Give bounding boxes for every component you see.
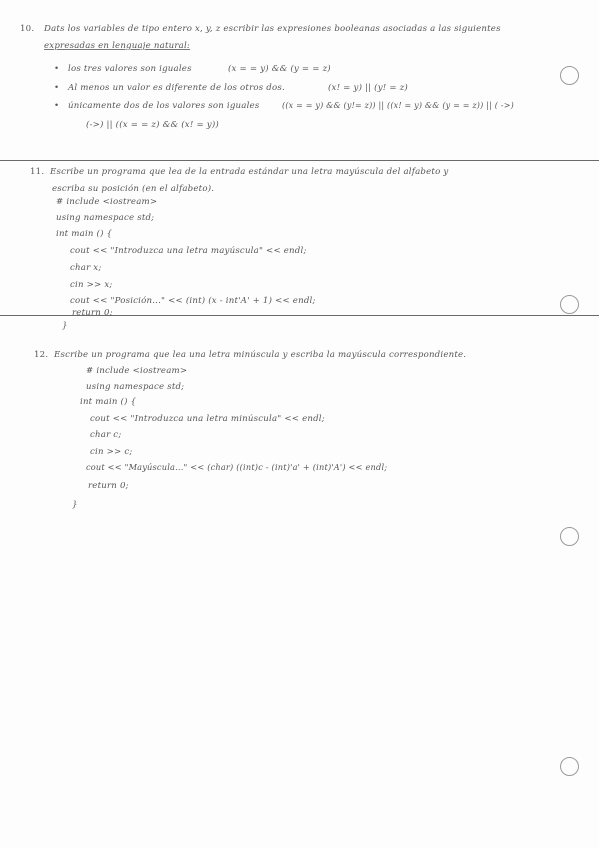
q10-statement-line-2: expresadas en lenguaje natural: xyxy=(44,41,191,51)
punch-hole-4 xyxy=(560,757,579,776)
q10-bullet-1-marker: • xyxy=(54,64,60,74)
q10-bullet-1-expr: (x = = y) && (y = = z) xyxy=(228,64,331,74)
q11-code-line: # include <iostream> xyxy=(56,197,158,207)
q11-code-line: cin >> x; xyxy=(70,280,113,290)
q11-code-line: } xyxy=(62,321,68,331)
q12-code-line: int main () { xyxy=(80,397,137,407)
q12-number: 12. xyxy=(34,350,49,360)
punch-hole-3 xyxy=(560,527,579,546)
q12-code-line: # include <iostream> xyxy=(86,366,188,376)
q11-code-line: using namespace std; xyxy=(56,213,155,223)
q10-bullet-3-marker: • xyxy=(54,101,60,111)
q11-code-line: cout << "Posición..." << (int) (x - int'A' + 1) << endl; xyxy=(70,296,316,306)
separator-line-1 xyxy=(0,160,599,161)
q10-statement-line-1: Dats los variables de tipo entero x, y, z escribir las expresiones booleanas asociadas a las siguientes xyxy=(44,24,501,34)
q10-bullet-3-continuation: (->) || ((x = = z) && (x! = y)) xyxy=(86,120,219,130)
punch-hole-2 xyxy=(560,295,579,314)
q12-code-line: } xyxy=(72,500,78,510)
q10-bullet-3-text: únicamente dos de los valores son iguales xyxy=(68,101,260,111)
q11-statement-line-2: escriba su posición (en el alfabeto). xyxy=(52,184,215,194)
q12-code-line: using namespace std; xyxy=(86,382,185,392)
q12-code-line: return 0; xyxy=(88,481,129,491)
q10-bullet-2-expr: (x! = y) || (y! = z) xyxy=(328,83,408,93)
q10-bullet-3-expr: ((x = = y) && (y!= z)) || ((x! = y) && (y = = z)) || ( ->) xyxy=(282,101,514,110)
q11-code-line: return 0; xyxy=(72,308,113,318)
q10-bullet-2-marker: • xyxy=(54,83,60,93)
q11-statement-line-1: Escribe un programa que lea de la entrada estándar una letra mayúscula del alfabeto y xyxy=(50,167,449,177)
q12-code-line: cout << "Introduzca una letra minúscula" << endl; xyxy=(90,414,325,424)
punch-hole-1 xyxy=(560,66,579,85)
q12-statement-line-1: Escribe un programa que lea una letra minúscula y escriba la mayúscula correspondiente. xyxy=(54,350,467,360)
q10-number: 10. xyxy=(20,24,35,34)
q12-code-line: cin >> c; xyxy=(90,447,133,457)
q10-bullet-1-text: los tres valores son iguales xyxy=(68,64,192,74)
q12-code-line: cout << "Mayúscula..." << (char) ((int)c - (int)'a' + (int)'A') << endl; xyxy=(86,462,388,472)
q11-code-line: int main () { xyxy=(56,229,113,239)
q11-code-line: cout << "Introduzca una letra mayúscula" << endl; xyxy=(70,246,307,256)
q11-number: 11. xyxy=(30,167,45,177)
q10-bullet-2-text: Al menos un valor es diferente de los otros dos. xyxy=(68,83,285,93)
q11-code-line: char x; xyxy=(70,263,102,273)
q12-code-line: char c; xyxy=(90,430,122,440)
